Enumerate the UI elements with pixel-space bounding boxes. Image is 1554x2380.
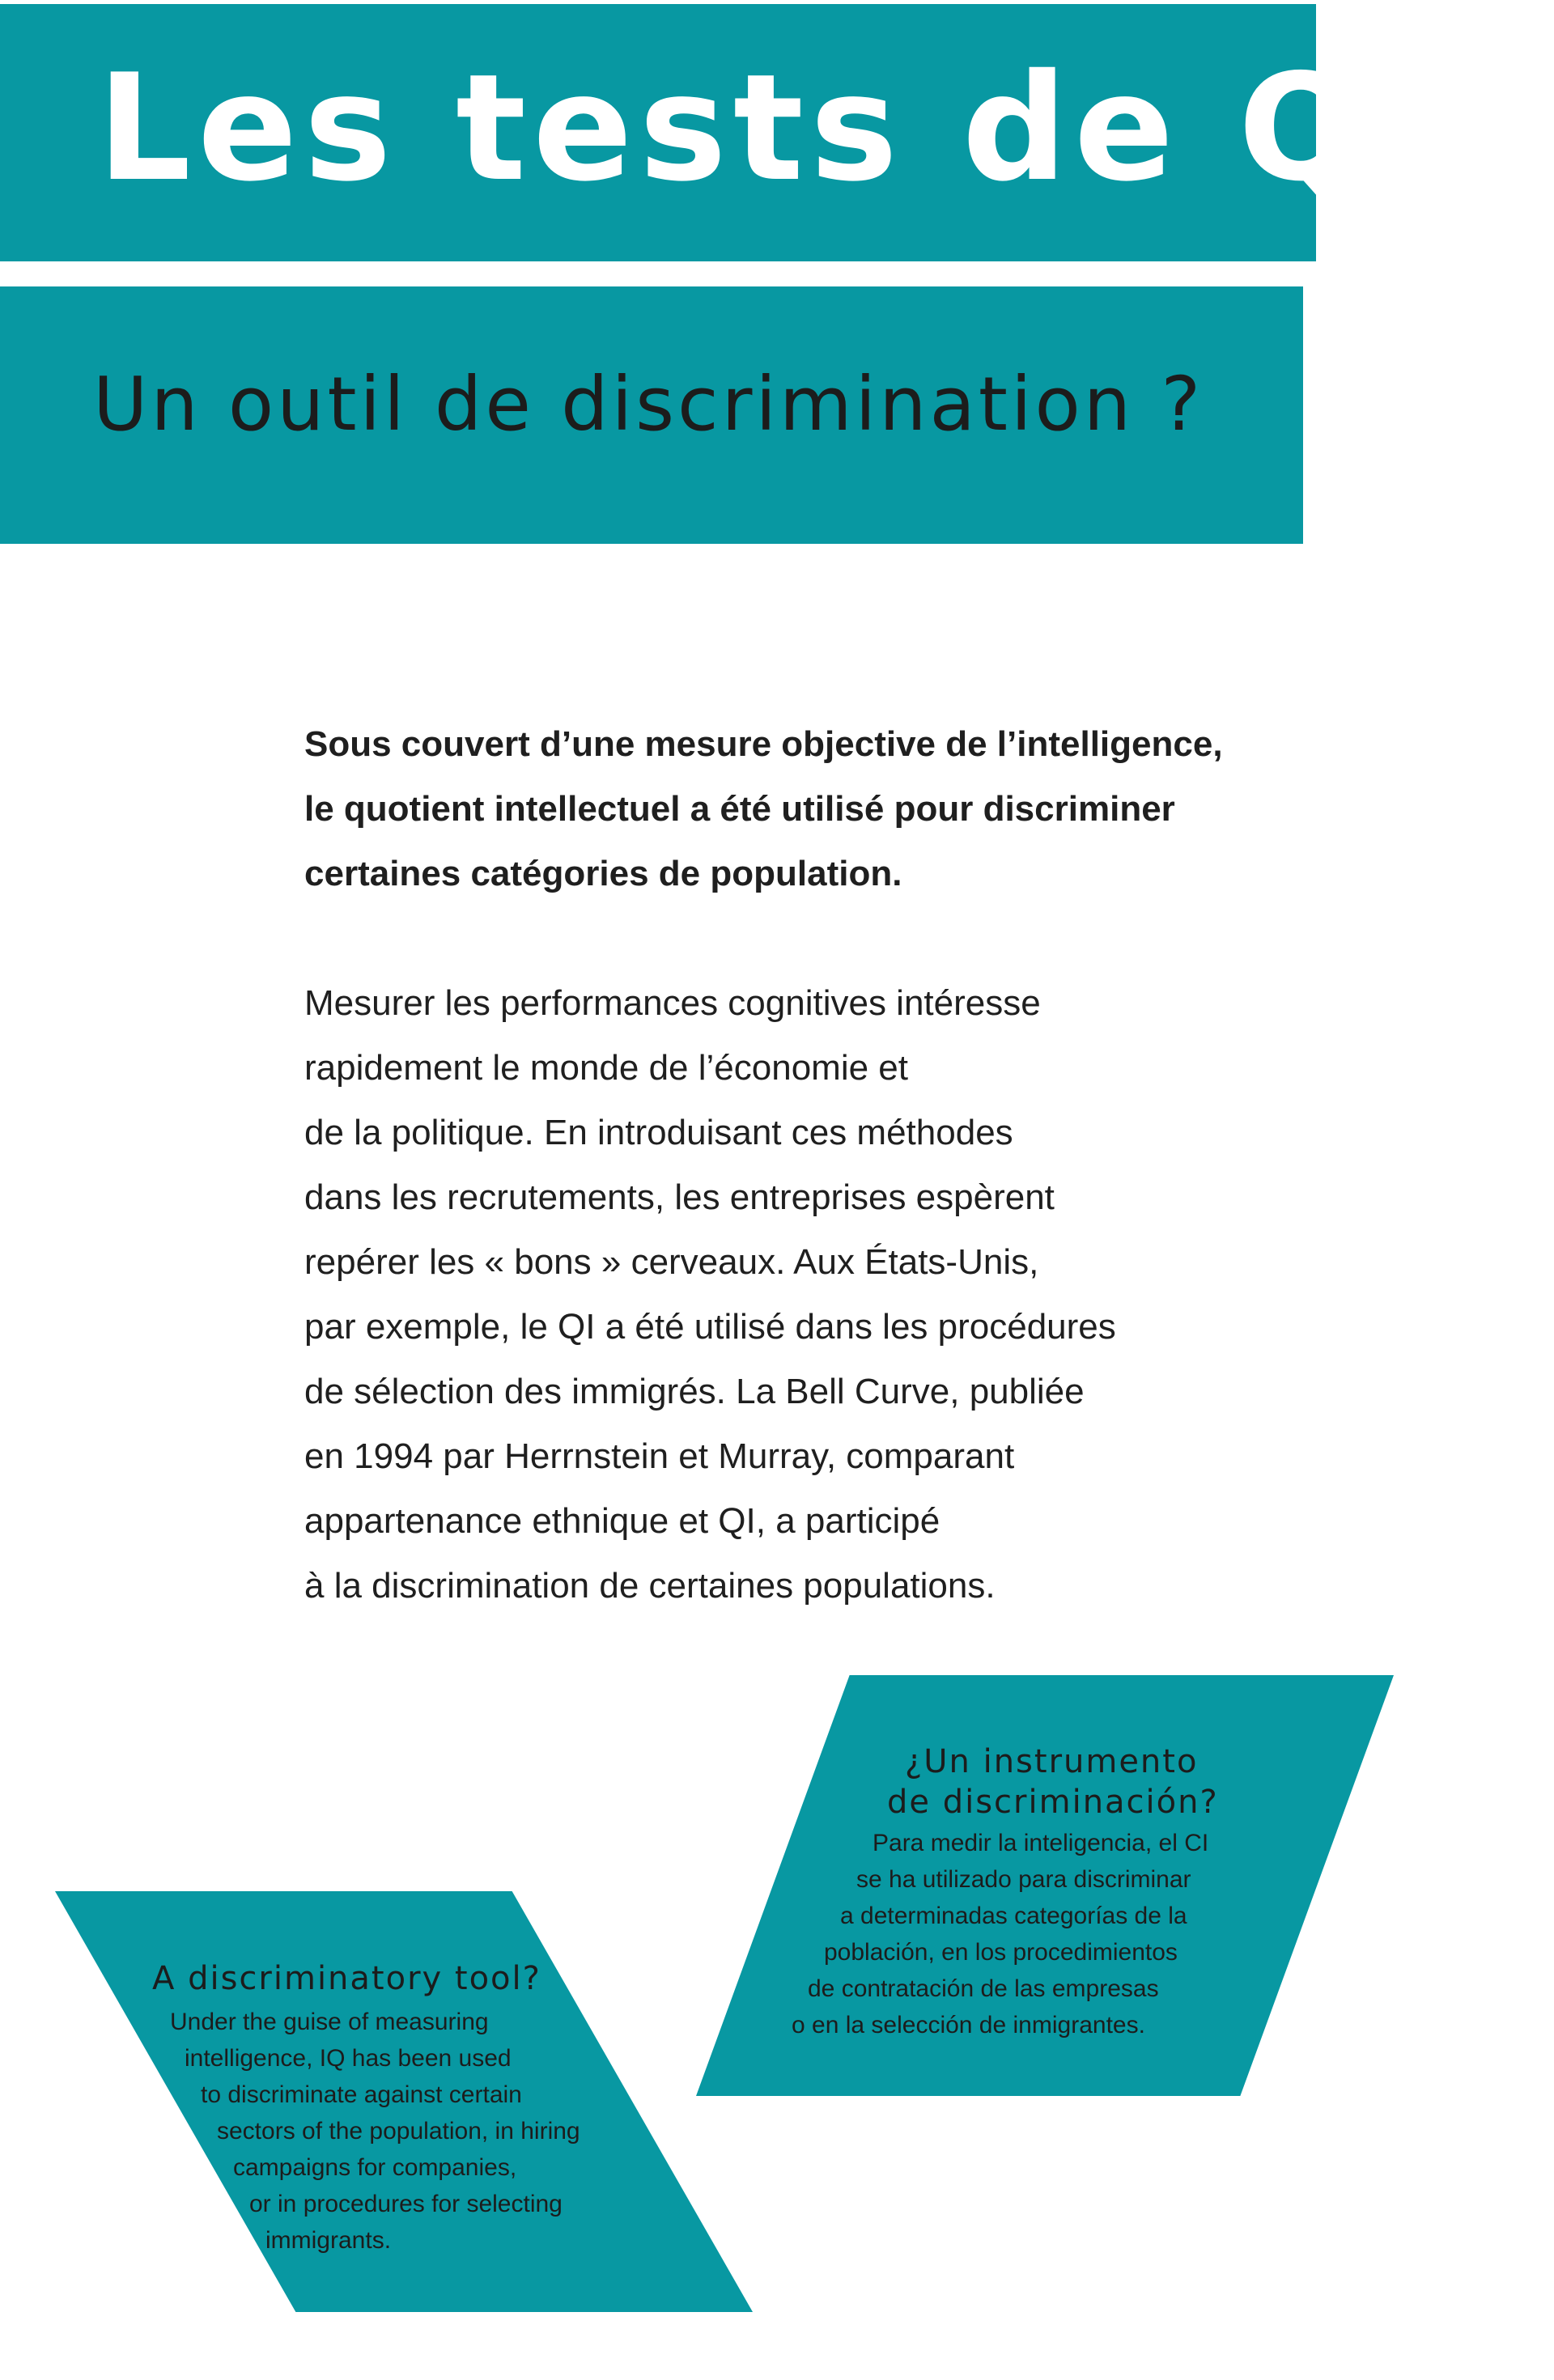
english-panel-line: Under the guise of measuring — [170, 2009, 489, 2035]
body-line: Mesurer les performances cognitives intéresse — [304, 983, 1041, 1023]
body-line: de sélection des immigrés. La Bell Curve, publiée — [304, 1372, 1085, 1411]
page-subtitle: Un outil de discrimination ? — [93, 361, 1204, 448]
english-panel-line: immigrants. — [265, 2227, 392, 2254]
spanish-panel-line: se ha utilizado para discriminar — [856, 1866, 1191, 1893]
english-panel-title: A discriminatory tool? — [152, 1960, 541, 1997]
english-panel-line: sectors of the population, in hiring — [217, 2118, 580, 2145]
spanish-panel-title: ¿Un instrumento — [905, 1743, 1199, 1780]
spanish-panel-line: Para medir la inteligencia, el CI — [873, 1830, 1209, 1856]
lead-line: certaines catégories de population. — [304, 854, 902, 893]
body-line: de la politique. En introduisant ces méthodes — [304, 1113, 1013, 1152]
body-line: à la discrimination de certaines populations. — [304, 1566, 996, 1606]
spanish-panel-line: población, en los procedimientos — [824, 1939, 1178, 1966]
body-line: en 1994 par Herrnstein et Murray, comparant — [304, 1436, 1015, 1476]
spanish-panel-line: o en la selección de inmigrantes. — [792, 2012, 1145, 2038]
spanish-panel-title: de discriminación? — [887, 1784, 1219, 1821]
body-line: appartenance ethnique et QI, a participé — [304, 1501, 940, 1541]
english-panel-line: to discriminate against certain — [201, 2081, 522, 2108]
body-line: par exemple, le QI a été utilisé dans les procédures — [304, 1307, 1116, 1347]
body-line: repérer les « bons » cerveaux. Aux États-Unis, — [304, 1242, 1039, 1282]
body-paragraph — [304, 971, 1357, 1618]
english-panel-line: or in procedures for selecting — [249, 2191, 563, 2217]
spanish-panel-line: de contratación de las empresas — [808, 1975, 1159, 2002]
lead-paragraph — [304, 712, 1357, 906]
main-text-block — [304, 712, 1357, 1618]
page-title: Les tests de QI — [97, 42, 1432, 214]
body-line: dans les recrutements, les entreprises espèrent — [304, 1177, 1055, 1217]
english-panel-line: campaigns for companies, — [233, 2154, 517, 2181]
lead-line: le quotient intellectuel a été utilisé pour discriminer — [304, 789, 1175, 829]
english-panel-line: intelligence, IQ has been used — [185, 2045, 512, 2072]
spanish-panel-line: a determinadas categorías de la — [840, 1903, 1187, 1929]
body-line: rapidement le monde de l’économie et — [304, 1048, 909, 1088]
lead-line: Sous couvert d’une mesure objective de l’intelligence, — [304, 724, 1223, 764]
